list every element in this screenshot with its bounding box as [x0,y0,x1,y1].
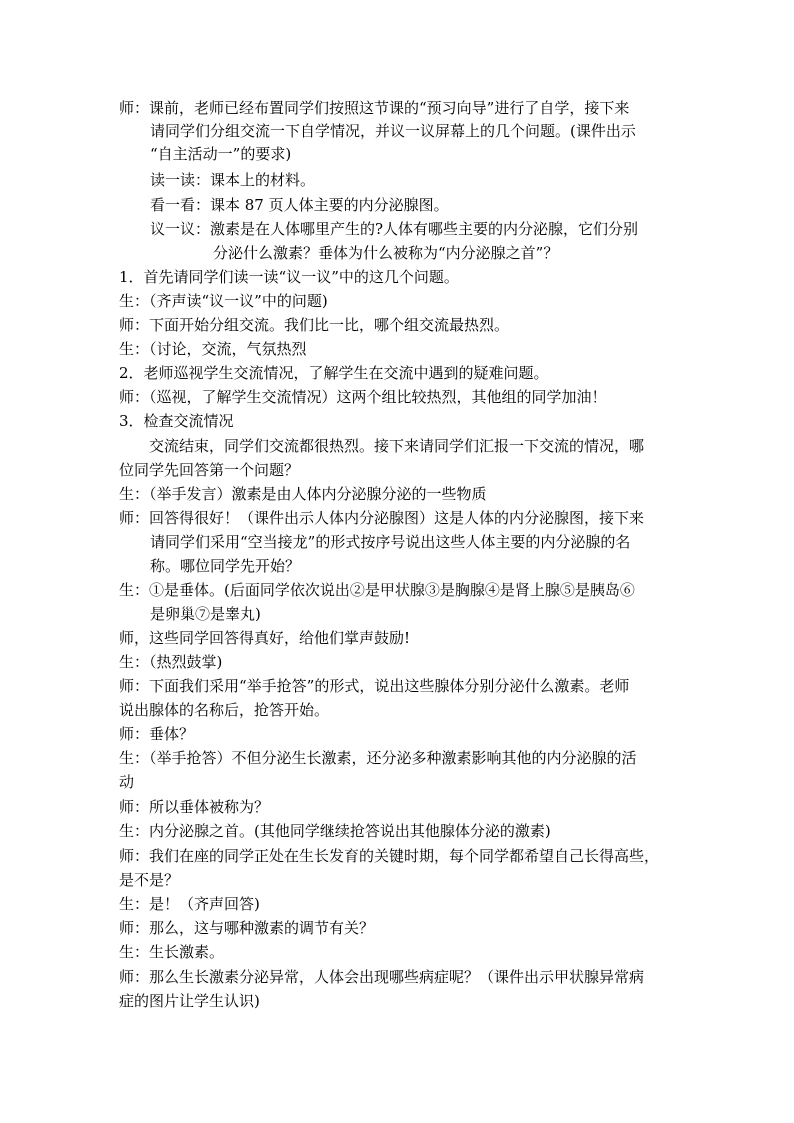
text-line: 1．首先请同学们读一读“议一议”中的这几个问题。 [119,268,459,286]
text-line: 生：①是垂体。(后面同学依次说出②是甲状腺③是胸腺④是肾上腺⑤是胰岛⑥ [119,581,635,599]
text-line: 师：我们在座的同学正处在生长发育的关键时期，每个同学都希望自己长得高些， [119,847,660,865]
text-line: 3．检查交流情况 [119,412,234,430]
text-line: 生：（齐声读“议一议”中的问题) [119,292,328,310]
text-line: 师：所以垂体被称为？ [119,798,270,816]
text-line: 生：生长激素。 [119,943,225,961]
text-line: 师：那么，这与哪种激素的调节有关？ [119,919,375,937]
text-line: 师：下面我们采用“举手抢答”的形式，说出这些腺体分别分泌什么激素。老师 [119,677,630,695]
text-line: 请同学们采用“空当接龙”的形式按序号说出这些人体主要的内分泌腺的名 [150,533,631,551]
text-line: 师：下面开始分组交流。我们比一比，哪个组交流最热烈。 [119,316,510,334]
text-line: 症的图片让学生认识) [119,992,260,1010]
text-line: 师：（巡视，了解学生交流情况）这两个组比较热烈，其他组的同学加油！ [119,388,607,406]
text-line: 动 [119,773,135,791]
text-line: 生：内分泌腺之首。(其他同学继续抢答说出其他腺体分泌的激素) [119,822,551,840]
text-line: 说出腺体的名称后，抢答开始。 [119,701,330,719]
text-line: 师：那么生长激素分泌异常，人体会出现哪些病症呢？（课件出示甲状腺异常病 [119,968,645,986]
text-line: 师：课前，老师已经布置同学们按照这节课的“预习向导”进行了自学，接下来 [119,99,630,117]
text-line: 2．老师巡视学生交流情况，了解学生在交流中遇到的疑难问题。 [119,364,549,382]
text-line: 师，这些同学回答得真好，给他们掌声鼓励! [119,629,411,647]
text-line: 生：（举手抢答）不但分泌生长激素，还分泌多种激素影响其他的内分泌腺的活 [119,749,637,767]
text-line: 称。哪位同学先开始？ [150,557,301,575]
text-line: 读一读：课本上的材料。 [150,171,316,189]
text-line: 生：是！（齐声回答) [119,895,260,913]
text-line: 看一看：课本 87 页人体主要的内分泌腺图。 [150,196,449,214]
text-line: 分泌什么激素？垂体为什么被称为“内分泌腺之首”？ [213,244,559,262]
text-line: 师：回答得很好！（课件出示人体内分泌腺图）这是人体的内分泌腺图，接下来 [119,509,645,527]
text-line: 生：（讨论，交流，气氛热烈 [119,340,307,358]
text-line: 请同学们分组交流一下自学情况，并议一议屏幕上的几个问题。(课件出示 [150,122,636,140]
text-line: “自主活动一”的要求) [150,145,292,163]
text-line: 是卵巢⑦是睾丸) [150,605,261,623]
text-line: 生：（热烈鼓掌) [119,653,223,671]
text-line: 是不是？ [119,871,180,889]
text-line: 位同学先回答第一个问题？ [119,461,300,479]
text-line: 交流结束，同学们交流都很热烈。接下来请同学们汇报一下交流的情况，哪 [149,437,645,455]
text-line: 生：（举手发言）激素是由人体内分泌腺分泌的一些物质 [119,485,487,503]
text-line: 师：垂体？ [119,725,195,743]
text-line: 议一议：激素是在人体哪里产生的?人体有哪些主要的内分泌腺，它们分别 [150,220,639,238]
